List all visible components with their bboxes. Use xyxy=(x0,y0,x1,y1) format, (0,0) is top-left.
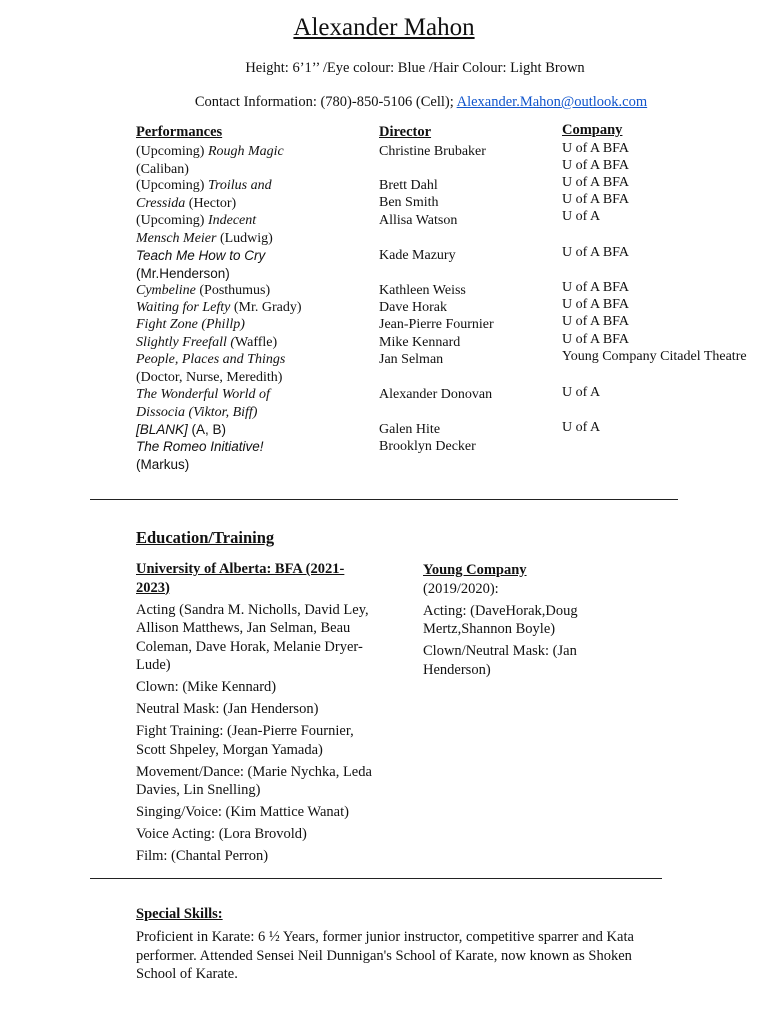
director-cell: Galen Hite xyxy=(379,422,441,437)
performance-entry: The Romeo Initiative! (Markus) xyxy=(136,439,264,472)
company-cell: U of A BFA xyxy=(562,192,630,207)
director-cell: Jan Selman xyxy=(379,352,444,367)
resume-name: Alexander Mahon xyxy=(293,14,475,41)
director-cell: Mike Kennard xyxy=(379,335,461,350)
performance-entry: Cymbeline (Posthumus) xyxy=(136,283,271,298)
company-cell: U of A BFA xyxy=(562,314,630,329)
performance-entry: (Upcoming) Troilus and Cressida (Hector) xyxy=(136,178,272,211)
company-cell: U of A BFA xyxy=(562,245,630,260)
director-cell: Kathleen Weiss xyxy=(379,283,466,298)
company-cell: U of A BFA xyxy=(562,175,630,190)
skills-text: Proficient in Karate: 6 ½ Years, former junior instructor, competitive sparrer and Kata performer. Attended Sensei Neil Dunnigan's School of Karate, now known as Shoken School of Karate. xyxy=(136,929,634,982)
training-item: Singing/Voice: (Kim Mattice Wanat) xyxy=(136,804,349,820)
uofa-heading: University of Alberta: BFA (2021-2023) xyxy=(136,561,345,596)
training-item: Movement/Dance: (Marie Nychka, Leda Davies, Lin Snelling) xyxy=(136,763,372,798)
performance-entry: Waiting for Lefty (Mr. Grady) xyxy=(136,300,302,315)
company-cell: U of A xyxy=(562,420,601,435)
young-company-training xyxy=(423,561,603,683)
training-item: Fight Training: (Jean-Pierre Fournier, Scott Shpeley, Morgan Yamada) xyxy=(136,723,354,758)
director-cell: Brooklyn Decker xyxy=(379,439,476,454)
company-cell: U of A BFA xyxy=(562,280,630,295)
director-cell: Kade Mazury xyxy=(379,248,456,263)
training-item: Clown: (Mike Kennard) xyxy=(136,679,277,695)
section-divider xyxy=(90,499,678,500)
training-item: Film: (Chantal Perron) xyxy=(136,848,269,864)
email-link[interactable]: Alexander.Mahon@outlook.com xyxy=(456,94,648,110)
director-cell: Jean-Pierre Fournier xyxy=(379,317,494,332)
contact-info xyxy=(0,94,768,111)
company-cell: U of A BFA xyxy=(562,332,630,347)
director-cell: Ben Smith xyxy=(379,195,439,210)
training-item: Clown/Neutral Mask: (Jan Henderson) xyxy=(423,643,577,678)
young-heading: Young Company (2019/2020): xyxy=(423,562,527,597)
performances-header: Performances xyxy=(136,124,223,140)
skills-title: Special Skills: xyxy=(136,906,223,922)
performance-entry: The Wonderful World of Dissocia (Viktor, Biff) xyxy=(136,387,270,420)
company-cell: U of A BFA xyxy=(562,158,630,173)
performance-entry: People, Places and Things (Doctor, Nurse, Meredith) xyxy=(136,352,286,385)
director-cell: Brett Dahl xyxy=(379,178,438,193)
company-cell: U of A BFA xyxy=(562,297,630,312)
director-header: Director xyxy=(379,124,432,140)
education-title: Education/Training xyxy=(136,528,275,547)
performance-entry: (Upcoming) Rough Magic (Caliban) xyxy=(136,144,284,177)
physical-details: Height: 6’1’’ /Eye colour: Blue /Hair Colour: Light Brown xyxy=(245,60,585,76)
section-divider xyxy=(90,878,662,879)
company-cell: Young Company Citadel Theatre xyxy=(562,349,747,364)
training-item: Neutral Mask: (Jan Henderson) xyxy=(136,701,319,717)
training-item: Acting: (DaveHorak,Doug Mertz,Shannon Boyle) xyxy=(423,602,578,637)
director-cell: Christine Brubaker xyxy=(379,144,486,159)
company-header: Company xyxy=(562,122,623,138)
performance-entry: Fight Zone (Phillp) xyxy=(136,317,245,332)
performance-entry: Teach Me How to Cry (Mr.Henderson) xyxy=(136,248,266,281)
director-cell: Allisa Watson xyxy=(379,213,458,228)
contact-prefix: Contact Information: (780)-850-5106 (Cell); xyxy=(194,94,457,110)
performance-entry: (Upcoming) Indecent Mensch Meier (Ludwig) xyxy=(136,213,273,246)
director-cell: Alexander Donovan xyxy=(379,387,493,402)
training-item: Acting (Sandra M. Nicholls, David Ley, Allison Matthews, Jan Selman, Beau Coleman, Dave Horak, Melanie Dryer-Lude) xyxy=(136,601,369,673)
uofa-training xyxy=(136,560,376,869)
training-item: Voice Acting: (Lora Brovold) xyxy=(136,826,307,842)
company-cell: U of A xyxy=(562,385,601,400)
performance-entry: Slightly Freefall (Waffle) xyxy=(136,335,278,350)
director-cell: Dave Horak xyxy=(379,300,448,315)
company-cell: U of A BFA xyxy=(562,141,630,156)
company-cell: U of A xyxy=(562,209,601,224)
performance-entry: [BLANK] (A, B) xyxy=(136,422,227,437)
